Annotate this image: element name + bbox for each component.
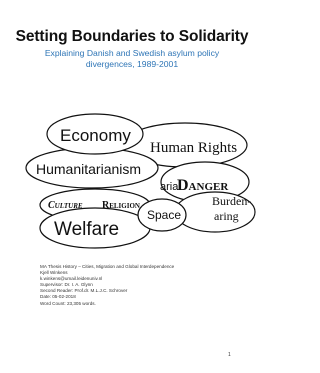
- page-number: 1: [228, 352, 231, 358]
- word-danger: Danger: [177, 177, 229, 194]
- meta-second-reader: Second Reader: Prof.dr. M.L.J.C. Schrover: [40, 288, 128, 294]
- meta-supervisor: Supervisor: Dr. I. A. Glynn: [40, 282, 93, 288]
- word-human-rights: Human Rights: [150, 140, 238, 156]
- word-economy: Economy: [60, 126, 131, 145]
- word-burden: Burden-: [212, 194, 252, 208]
- thesis-subtitle: Explaining Danish and Swedish asylum policy divergences, 1989-2001: [44, 48, 220, 69]
- word-religion: Religion: [102, 200, 140, 211]
- thesis-title: Setting Boundaries to Solidarity: [15, 28, 249, 45]
- thesis-metadata: [40, 264, 240, 307]
- word-aria: aria: [160, 181, 179, 193]
- meta-author: Kjell Winkens: [40, 270, 68, 276]
- word-space: Space: [147, 208, 182, 222]
- meta-date: Date: 05-02-2018: [40, 294, 76, 300]
- meta-word-count: Word Count: 23,305 words.: [40, 300, 96, 306]
- word-welfare: Welfare: [54, 219, 120, 240]
- word-sharing: aring: [214, 209, 239, 223]
- meta-program: MA Thesis History – Cities, Migration and Global Interdependence: [40, 264, 175, 269]
- meta-email: k.winkens@umail.leidenuniv.nl: [40, 276, 103, 282]
- word-cloud-illustration: [0, 110, 264, 250]
- word-humanitarianism: Humanitarianism: [36, 161, 142, 177]
- word-culture: Culture: [48, 200, 83, 211]
